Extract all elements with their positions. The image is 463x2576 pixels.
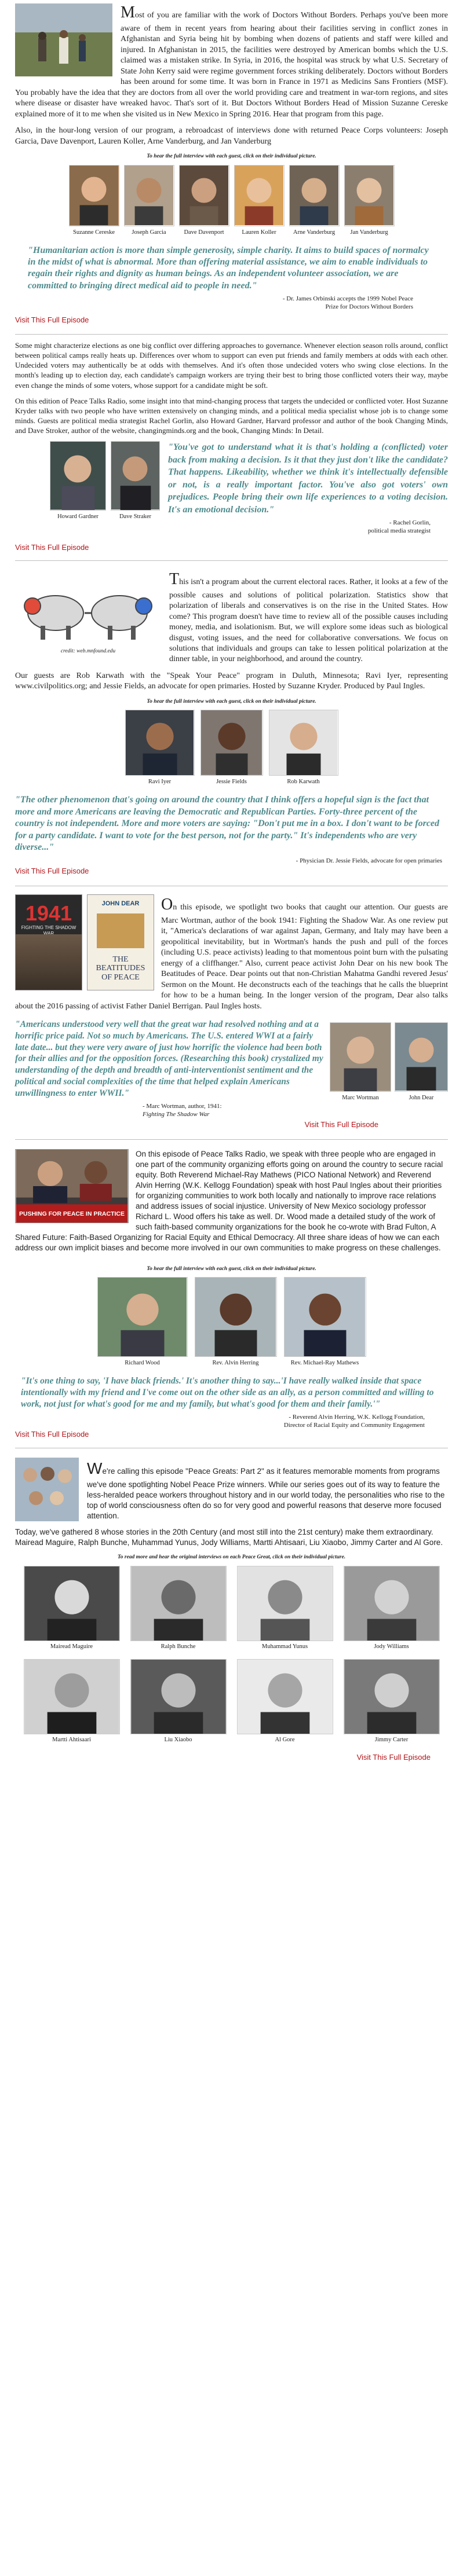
polarization-cartoon [15, 573, 161, 655]
guest-photo[interactable] [284, 1277, 366, 1357]
peace-great-martti-ahtisaari[interactable]: Martti Ahtisaari [24, 1659, 120, 1744]
click-instruction: To hear the full interview with each guest, click on their individual picture. [147, 698, 316, 704]
guest-photo[interactable] [125, 710, 195, 776]
guest-photo[interactable] [97, 1277, 188, 1357]
episode-changing-minds [15, 335, 448, 560]
peace-greats-grid [15, 1566, 448, 1744]
intro-text: Some might characterize elections as one big conflict over differing approaches to governance. Whenever election season rolls around, conflict between political camps really heats up. Differences over whom to support can even put friends and family members at odds with each other. Undecided voters may authentically be at odds with themselves. And it's often those undecided voters who swing close elections. In the month's leading up to election day, each candidate's campaign workers are trying their best to bring those conflicted voters their way, maybe even change the minds of some voters, whose support for a candidate might be soft. [15, 341, 448, 390]
guest-jessie-fields[interactable]: Jessie Fields [200, 710, 263, 786]
book-cover-beatitudes[interactable]: JOHN DEAR THE BEATITUDES OF PEACE [87, 894, 154, 990]
guest-arne-vanderburg[interactable]: Arne Vanderburg [289, 165, 340, 237]
quote-attribution: - Marc Wortman, author, 1941: Fighting The Shadow War [143, 1102, 222, 1118]
guest-photo[interactable] [111, 441, 160, 511]
msf-photo [15, 3, 112, 76]
racial-equity-banner: PUSHING FOR PEACE IN PRACTICE [15, 1149, 129, 1223]
guest-photo[interactable] [179, 165, 229, 226]
guest-howard-gardner[interactable]: Howard Gardner [50, 441, 106, 521]
guest-photo[interactable] [200, 710, 263, 776]
pull-quote: "Americans understood very well that the great war had resolved nothing and at a horrific price paid. Not so much by Americans. The U.S. entered WWI at a fairly late date... but they were very aware of just how horrific the violence had been both for their allies and for the opposition forces. (Researching this book) crystalized my understanding of the depth and breadth of anti-interventionist sentiment and the political and social complexities of the time that helped explain Americans unwillingness to enter WWII." [15, 1019, 323, 1098]
intro-text: On this episode, we spotlight two books that caught our attention. Our guests are Marc Wortman, author of the book 1941: Fighting the Shadow War. As one review put it, "America's declarations of war against Japan, Germany, and Italy may have been a geopolitical inevitability, but in Wortman's hands the push and pull of the forces (including U.S. peace activists) leading to that momentous point burn with the pulsating energy of a cliffhanger." Also, current peace activist John Dear on his new book The Beatitudes of Peace. Dear points out that non-Christian Mahatma Gandhi revered Jesus' Sermon on the Mount. He deconstructs each of the teachings that he calls the blueprint for how to be a human being. In the longer version of the program, Dear also talks about the 2016 passing of activist Father Daniel Berrigan. Paul Ingles hosts. [15, 895, 448, 1011]
guest-joseph-garcia[interactable]: Joseph Garcia [124, 165, 174, 237]
click-instruction: To hear the full interview with each guest, click on their individual picture. [147, 153, 316, 160]
guest-photo[interactable] [130, 1659, 227, 1734]
guest-photos [15, 165, 448, 237]
quote-attribution: - Reverend Alvin Herring, W.K. Kellogg Foundation, Director of Racial Equity and Community Engagement [283, 1413, 425, 1429]
guest-rob-karwath[interactable]: Rob Karwath [269, 710, 338, 786]
peace-great-al-gore[interactable]: Al Gore [237, 1659, 333, 1744]
intro-text-2: Also, in the hour-long version of our program, a rebroadcast of interviews done with returned Peace Corps volunteers: Joseph Garcia, Dave Davenport, Lauren Koller, Arne Vanderburg, and Jan Vanderburg [15, 126, 448, 146]
guest-photo[interactable] [124, 165, 174, 226]
guest-photos [330, 1022, 448, 1102]
photo-placeholder-icon [15, 3, 112, 76]
visit-episode-link[interactable]: Visit This Full Episode [15, 1430, 89, 1439]
guest-photo[interactable] [130, 1566, 227, 1641]
guest-photos [50, 441, 160, 521]
click-instruction: To hear the full interview with each guest, click on their individual picture. [147, 1265, 316, 1272]
guest-photos [15, 1277, 448, 1367]
guest-photo[interactable] [344, 165, 395, 226]
guest-photo[interactable] [24, 1659, 120, 1734]
intro-text-2: Today, we've gathered 8 whose stories in the 20th Century (and most still into the 21st century) make them extraordinary. Mairead Maguire, Ralph Bunche, Muhammad Yunus, Jody Williams, Martti Ahtisaari, Liu Xiaobo, Jimmy Carter and Al Gore. [15, 1528, 443, 1547]
guest-photo[interactable] [237, 1566, 333, 1641]
episode-political-polarization [15, 561, 448, 886]
guest-alvin-herring[interactable]: Rev. Alvin Herring [195, 1277, 277, 1367]
visit-episode-link[interactable]: Visit This Full Episode [15, 867, 89, 876]
visit-episode-link[interactable]: Visit This Full Episode [304, 1120, 378, 1129]
guest-ravi-iyer[interactable]: Ravi Iyer [125, 710, 195, 786]
guest-photo[interactable] [289, 165, 340, 226]
guest-photo[interactable] [50, 441, 106, 511]
peace-great-muhammad-yunus[interactable]: Muhammad Yunus [237, 1566, 333, 1651]
guest-photo[interactable] [395, 1022, 448, 1092]
guest-photo[interactable] [344, 1566, 440, 1641]
intro-text: On this episode of Peace Talks Radio, we speak with three people who are engaged in one part of the community organizing efforts going on around the country to secure racial equity. Both Reverend Michael-Ray Mathews (PICO National Network) and Reverend Alvin Herring (W.K. Kellogg Foundation) speak with host Paul Ingles about their priorities for organizing communities to work both locally and nationally to improve race relations and address issues of social injustice. University of New Mexico sociology professor Richard L. Wood offers his take as well. Dr. Wood made a detailed study of the work of such faith-based community organizations for the book he co-wrote with Brad Fulton, A Shared Future: Faith-Based Organizing for Racial Equity and Ethical Democracy. All three share ideas of how we can each address our own implicit biases and become more involved in our own communities to make progress on these challenges. [15, 1149, 443, 1253]
guest-jan-vanderburg[interactable]: Jan Vanderburg [344, 165, 395, 237]
visit-episode-link[interactable]: Visit This Full Episode [15, 315, 89, 324]
peace-great-mairead-maguire[interactable]: Mairead Maguire [24, 1566, 120, 1651]
peace-great-ralph-bunche[interactable]: Ralph Bunche [130, 1566, 227, 1651]
peace-great-jimmy-carter[interactable]: Jimmy Carter [344, 1659, 440, 1744]
intro-text: We're calling this episode "Peace Greats: Part 2" as it features memorable moments from programs we've done spotlighting Nobel Peace Prize winners. While our series goes out of its way to feature the less-heralded peace workers throughout history and in our world today, the personalities who rise to the top of world consciousness often do so for very good and powerful reasons that deserve more focused attention. [87, 1459, 445, 1521]
guest-photo[interactable] [24, 1566, 120, 1641]
episode-racial-equity [15, 1140, 448, 1448]
guest-dave-straker[interactable]: Dave Straker [111, 441, 160, 521]
pull-quote: "Humanitarian action is more than simple generosity, simple charity. It aims to build spaces of normalcy in the midst of what is abnormal. More than offering material assistance, we aim to enable individuals to regain their rights and dignity as human beings. As an independent volunteer association, we are committed to bringing direct medical aid to people in need." [28, 245, 429, 291]
episode-doctors-without-borders [15, 0, 448, 334]
peace-greats-photo [15, 1458, 79, 1521]
quote-attribution: - Rachel Gorlin, political media strategist [367, 519, 431, 534]
guest-photos [15, 710, 448, 786]
photo-placeholder-icon [15, 1458, 79, 1521]
guest-photo[interactable] [234, 165, 285, 226]
guest-photo[interactable] [237, 1659, 333, 1734]
intro-text-2: Our guests are Rob Karwath with the "Speak Your Peace" program in Duluth, Minnesota; Ravi Iyer, representing www.civilpolitics.org; and Jessie Fields, an advocate for open primaries. Hosted by Suzanne Kryder. Produced by Paul Ingles. [15, 671, 448, 691]
episode-peace-greats-part-2 [15, 1448, 448, 1771]
guest-marc-wortman[interactable]: Marc Wortman [330, 1022, 391, 1102]
book-covers [15, 894, 154, 990]
guest-suzanne-cereske[interactable]: Suzanne Cereske [69, 165, 119, 237]
pull-quote: "The other phenomenon that's going on around the country that I think offers a hopeful sign is the fact that more and more Americans are leaving the Democratic and Republican Parties. Forty-three percent of the country is not independent. More and more voters are saying: "Don't put me in a box. I don't want to be forced for a party candidate. I want to vote for the best person, not for the party." It's independents who are very diverse..." [15, 795, 440, 853]
pull-quote: "You've got to understand what it is that's holding a (conflicted) voter back from making a decision. Is it that they just don't like the candidate? That happens. Likeability, whether we think it's intellectually defensible or not, is a really important factor. You've also got voters' own prejudices. People bring their own life experiences to a voting decision. It's an emotional decision." [168, 442, 448, 515]
guest-john-dear[interactable]: John Dear [395, 1022, 448, 1102]
quote-attribution: - Dr. James Orbinski accepts the 1999 Nobel Peace Prize for Doctors Without Borders [282, 295, 413, 311]
intro-text: Most of you are familiar with the work of Doctors Without Borders. Perhaps you've been more aware of them in recent years from hearing about their facilities serving in conflict zones in Afghanistan and Syria being hit by bombing when dozens of patients and staff were killed and injured. In Afghanistan in 2015, the facilities were destroyed by American bombs which the U.S. claimed was a mistaken strike. In Syria, in 2016, the hospital was struck by what U.S. Secretary of State John Kerry said were regime government forces striking deliberately. Doctors without Borders has been around for some time. It was born in France in 1971 as Medicins Sans Frontiers (MSF). You probably have the idea that they are doctors from all over the world providing care and treatment in war-torn regions, and sites where disease or disaster have wreaked havoc. That's sort of it. But Doctors Without Borders Head of Mission Suzanne Cereske explained more of it to me when she visited us in New Mexico in Spring 2016. Hear that program from this page. [15, 3, 448, 119]
guest-photo[interactable] [344, 1659, 440, 1734]
guest-michael-ray-mathews[interactable]: Rev. Michael-Ray Mathews [284, 1277, 366, 1367]
guest-photo[interactable] [69, 165, 119, 226]
episode-two-books [15, 886, 448, 1139]
peace-great-liu-xiaobo[interactable]: Liu Xiaobo [130, 1659, 227, 1744]
guest-photo[interactable] [330, 1022, 391, 1092]
intro-text-2: On this edition of Peace Talks Radio, some insight into that mind-changing process that targets the undecided or conflicted voter. Host Suzanne Kryder talks with two people who have written extensively on changing minds, and a political media specialist whose job is to change some minds. Guests are political media strategist Rachel Gorlin, also Howard Gardner, Harvard professor and author of the book Changing Minds, and Dave Stroker, author of the website, changingminds.org and the book, Changing Minds: In Detail. [15, 396, 448, 435]
image-credit: credit: web.mnfound.edu [60, 648, 116, 654]
photo-placeholder-icon [15, 573, 161, 647]
guest-richard-wood[interactable]: Richard Wood [97, 1277, 188, 1367]
quote-attribution: - Physician Dr. Jessie Fields, advocate for open primaries [296, 857, 442, 864]
visit-episode-link[interactable]: Visit This Full Episode [15, 542, 89, 552]
guest-photo[interactable] [195, 1277, 277, 1357]
click-instruction: To read more and hear the original interviews on each Peace Great, click on their individual picture. [117, 1554, 346, 1561]
guest-dave-davenport[interactable]: Dave Davenport [179, 165, 229, 237]
guest-photo[interactable] [269, 710, 338, 776]
pull-quote: "It's one thing to say, 'I have black friends.' It's another thing to say...'I have really walked inside that space intentionally with my friend and I've come out on the other side as an ally, as a person committed and willing to work, not just for what's good for me and my family, but what's good for them and their family.'" [21, 1376, 434, 1409]
guest-lauren-koller[interactable]: Lauren Koller [234, 165, 285, 237]
intro-text: This isn't a program about the current electoral races. Rather, it looks at a few of the possible causes and solutions of political polarization. Statistics show that polarization of liberals and conservatives is on the rise in the United States. How come? This program doesn't have time to review all of the possible causes including money, media, and isolationism. But, we will explore some ideas such as biological disgust, voting issues, and the need for collaborative conversations. We focus on solutions that individuals and groups can take to lessen political polarization at the dinner table, in your neighborhood, and around the country. [169, 570, 448, 664]
visit-episode-link[interactable]: Visit This Full Episode [356, 1753, 431, 1762]
book-cover-1941[interactable]: 1941 FIGHTING THE SHADOW [15, 894, 82, 990]
peace-great-jody-williams[interactable]: Jody Williams [344, 1566, 440, 1651]
